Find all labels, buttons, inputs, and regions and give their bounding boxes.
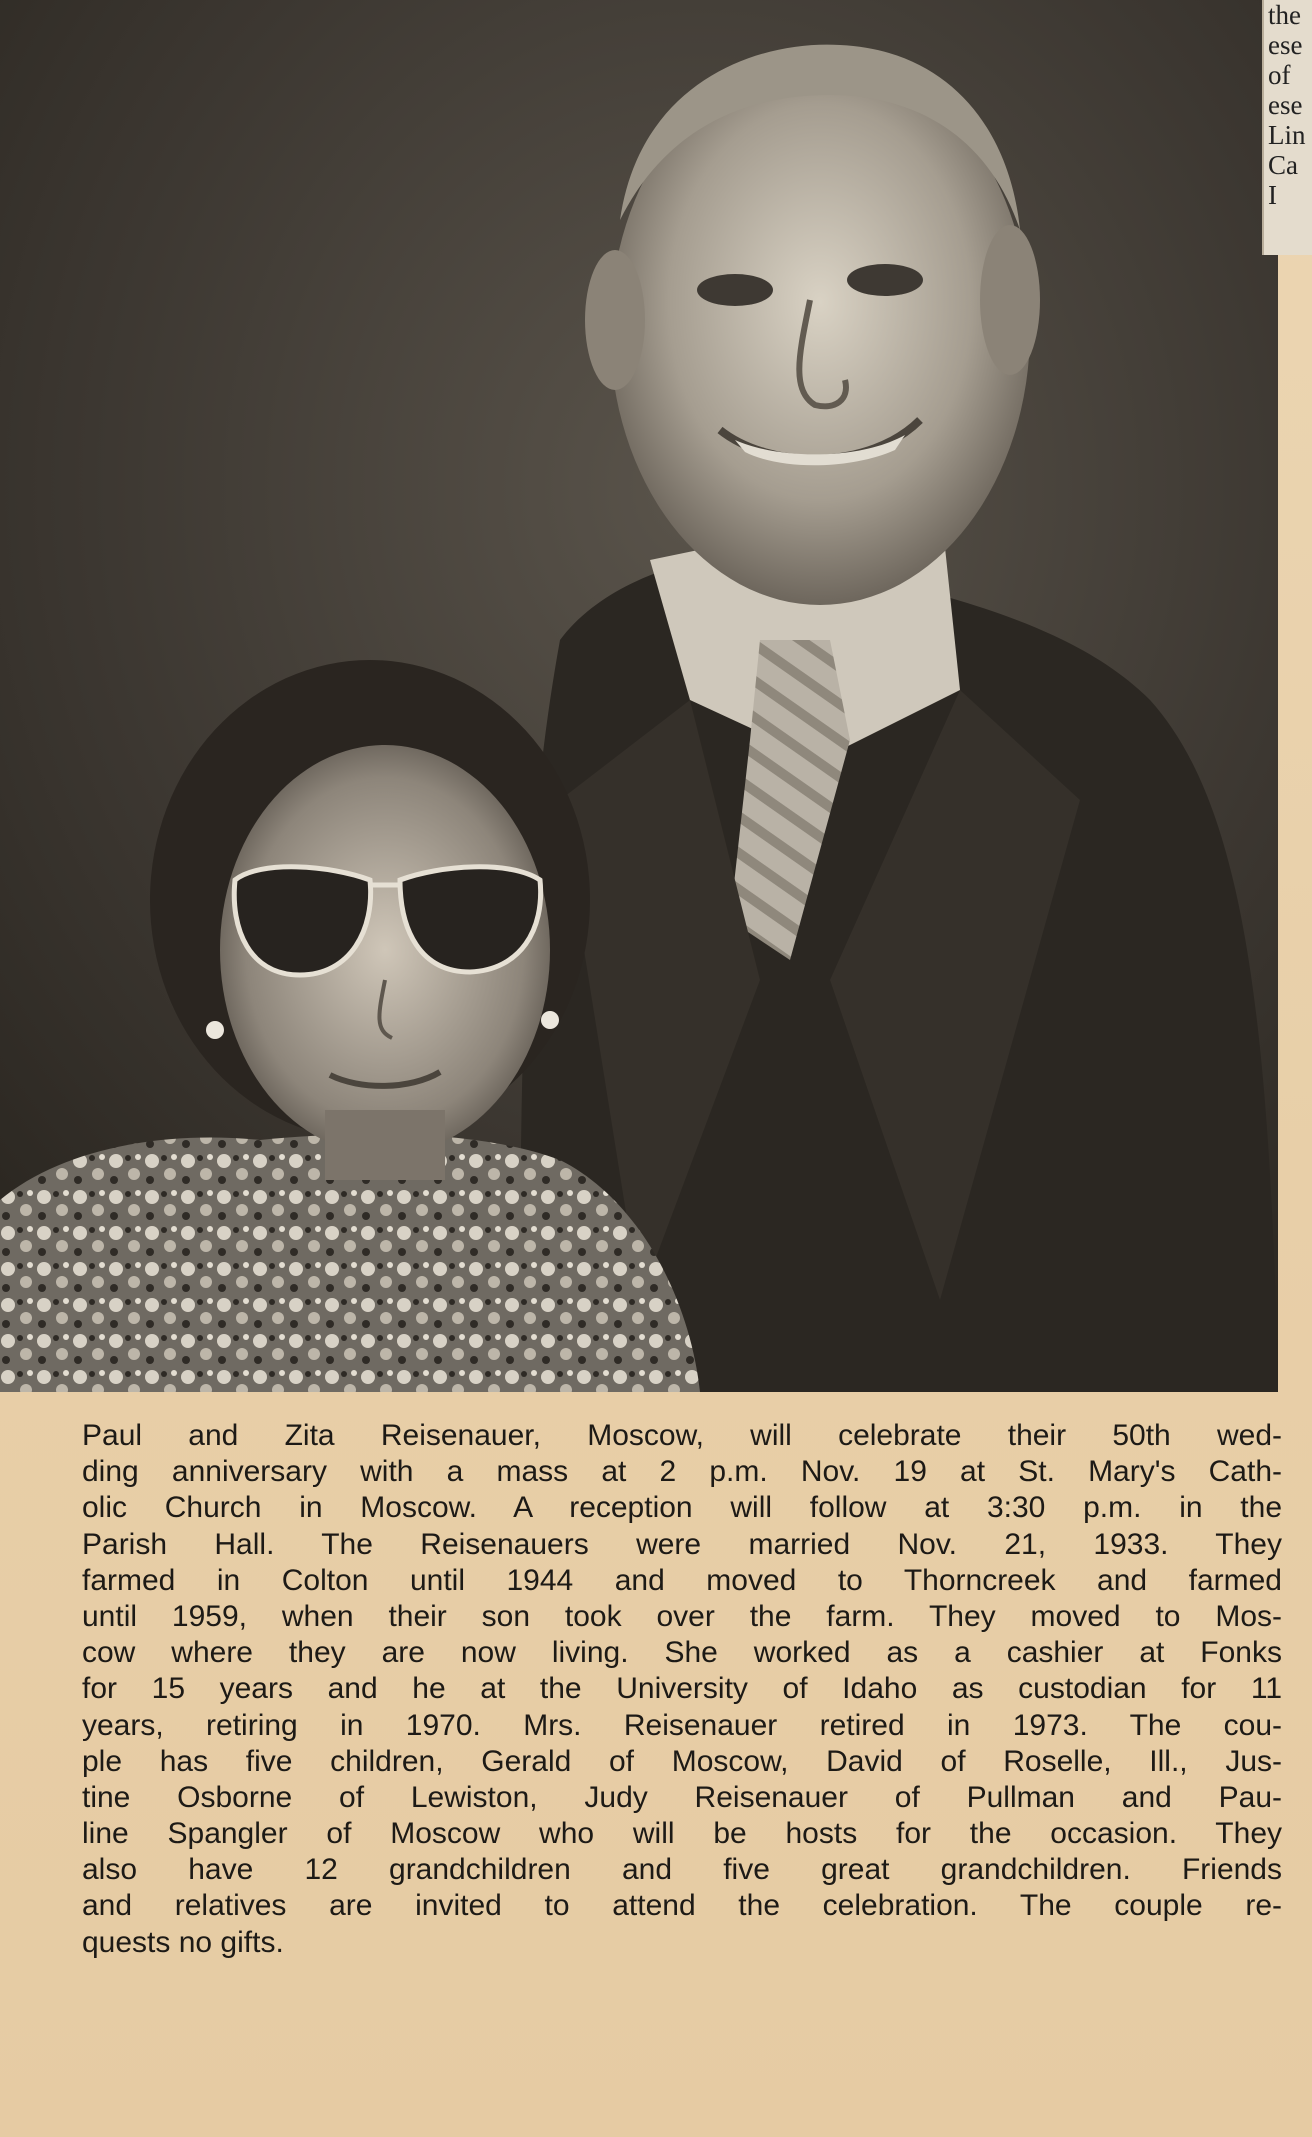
fragment-line: I: [1268, 180, 1277, 210]
caption-line: quests no gifts.: [82, 1925, 284, 1959]
caption-line: years, retiring in 1970. Mrs. Reisenauer retired in 1973. The cou-: [82, 1708, 1282, 1742]
caption-line: ding anniversary with a mass at 2 p.m. Nov. 19 at St. Mary's Cath-: [82, 1455, 1282, 1489]
caption-line: Paul and Zita Reisenauer, Moscow, will celebrate their 50th wed-: [82, 1419, 1282, 1452]
fragment-line: Lin: [1268, 120, 1306, 150]
caption-line: for 15 years and he at the University of Idaho as custodian for 11: [82, 1672, 1282, 1706]
fragment-line: Ca: [1268, 150, 1298, 180]
fragment-line: of: [1268, 60, 1291, 90]
photo-caption: [82, 1418, 1282, 1961]
caption-line: farmed in Colton until 1944 and moved to Thorncreek and farmed: [82, 1563, 1282, 1597]
caption-line: cow where they are now living. She worked as a cashier at Fonks: [82, 1636, 1282, 1670]
adjacent-article-fragment: [1262, 0, 1312, 255]
caption-line: also have 12 grandchildren and five great grandchildren. Friends: [82, 1853, 1282, 1887]
fragment-line: the: [1268, 0, 1301, 30]
caption-line: until 1959, when their son took over the farm. They moved to Mos-: [82, 1599, 1282, 1633]
caption-line: ple has five children, Gerald of Moscow, David of Roselle, Ill., Jus-: [82, 1744, 1282, 1778]
caption-line: olic Church in Moscow. A reception will follow at 3:30 p.m. in the: [82, 1491, 1282, 1525]
fragment-line: ese: [1268, 90, 1303, 120]
caption-line: tine Osborne of Lewiston, Judy Reisenauer of Pullman and Pau-: [82, 1780, 1282, 1814]
caption-line: Parish Hall. The Reisenauers were married Nov. 21, 1933. They: [82, 1527, 1282, 1561]
caption-line: line Spangler of Moscow who will be hosts for the occasion. They: [82, 1817, 1282, 1851]
fragment-line: ese: [1268, 30, 1303, 60]
caption-line: and relatives are invited to attend the celebration. The couple re-: [82, 1889, 1282, 1923]
